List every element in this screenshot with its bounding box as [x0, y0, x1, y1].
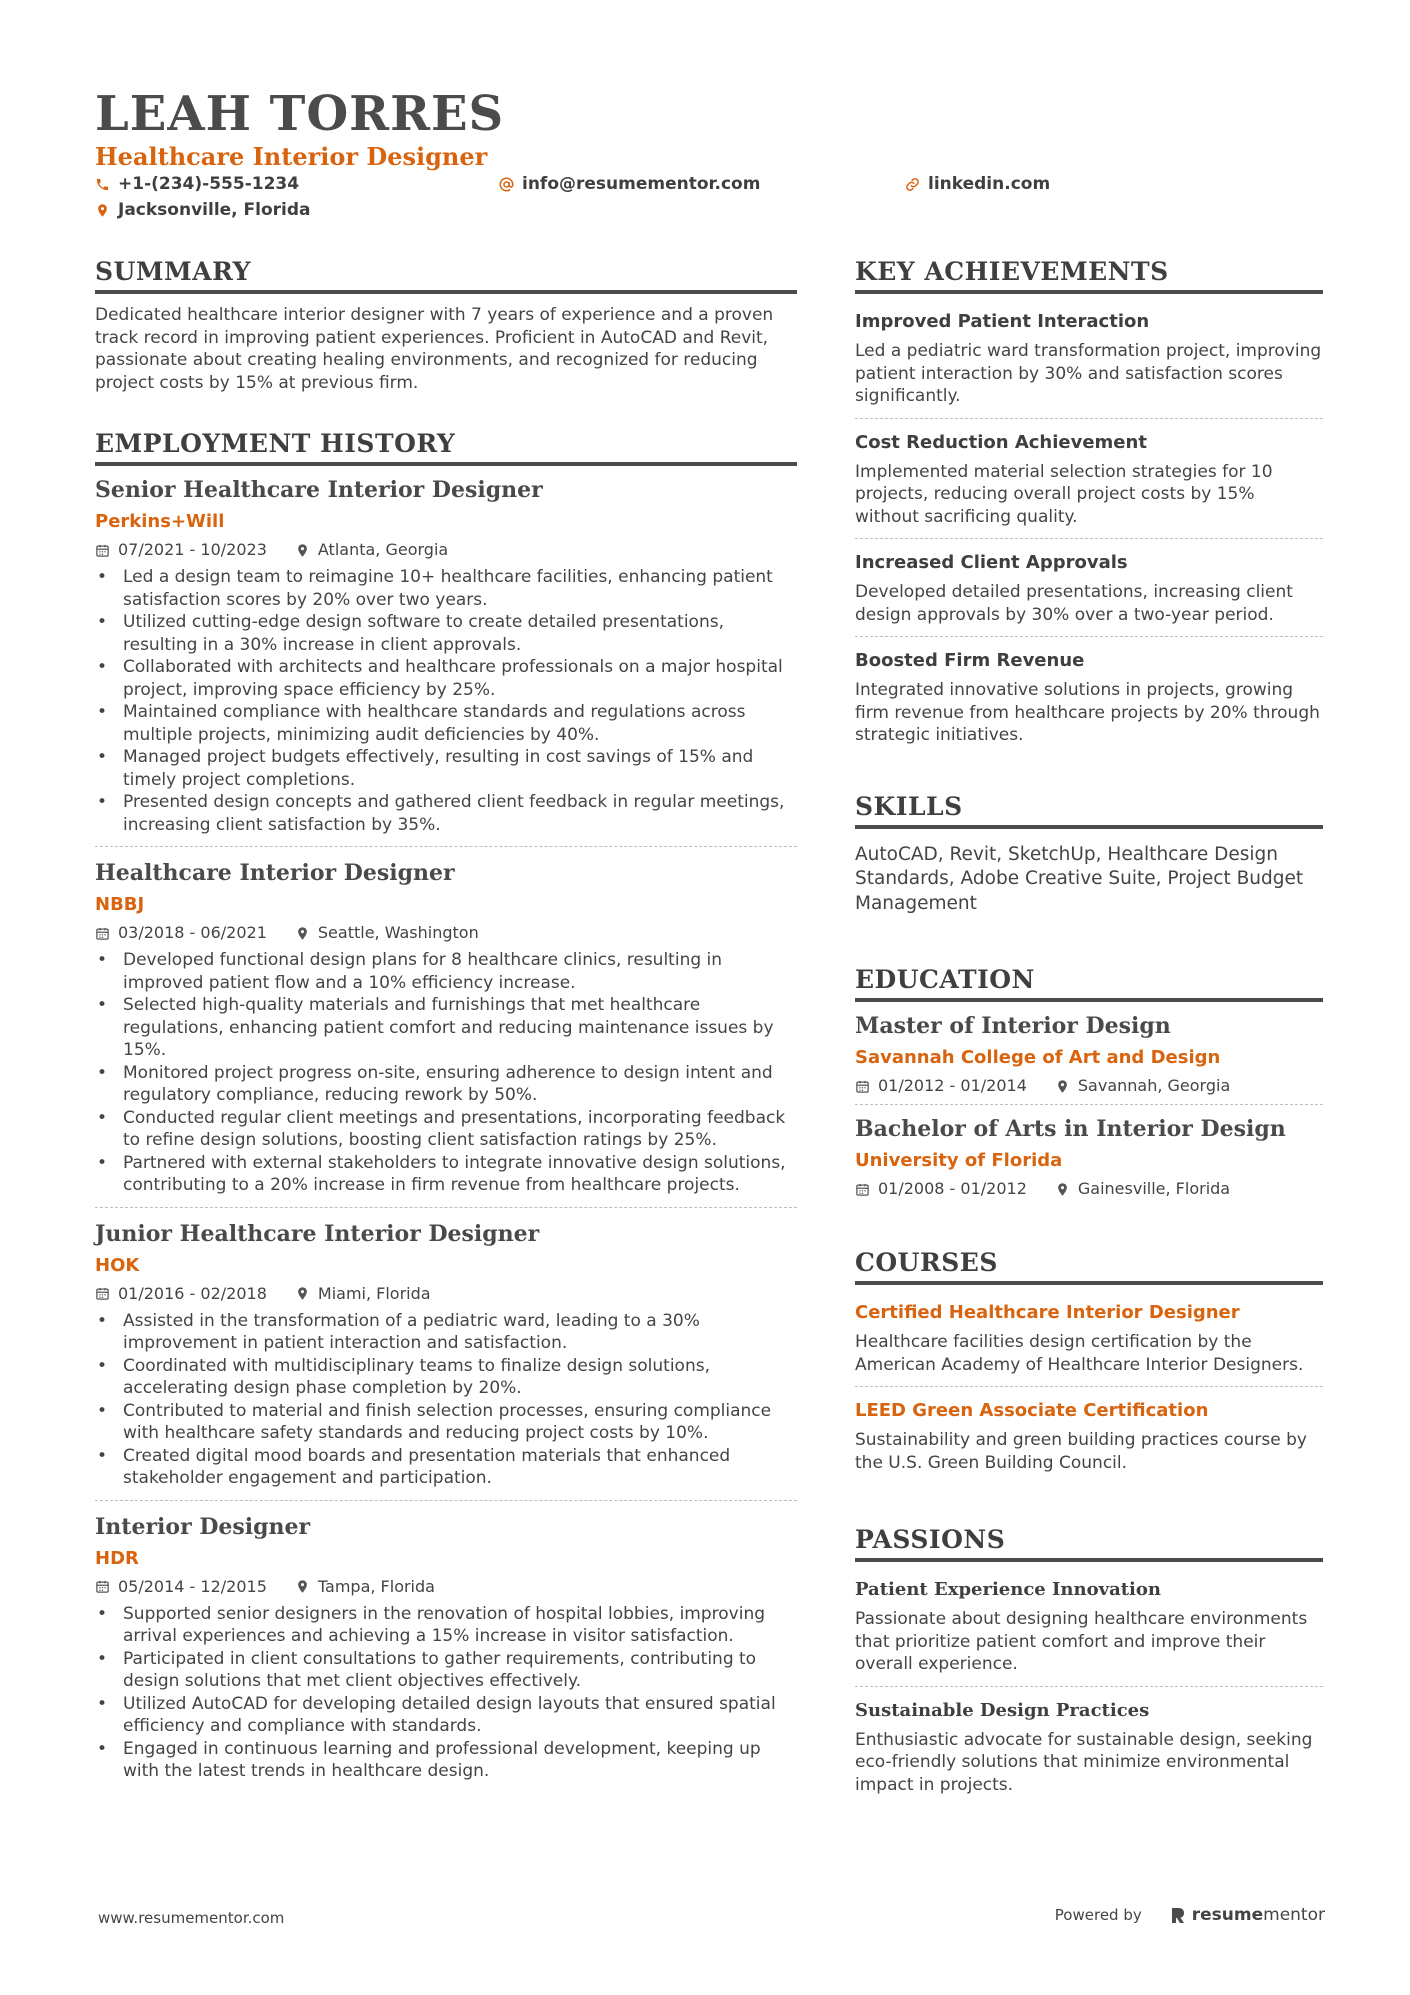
- job-bullet: • Partnered with external stakeholders to integrate innovative design solutions, contributing to a 20% increase in firm revenue from healthcare projects.: [95, 1152, 797, 1197]
- passion-text: Passionate about designing healthcare environments that prioritize patient comfort and improve their overall experience.: [855, 1609, 1308, 1674]
- passion-item: [855, 1572, 1323, 1686]
- job-bullets: [95, 566, 797, 836]
- location: [295, 1284, 431, 1304]
- passions-section: [855, 1524, 1323, 1806]
- location-text: Tampa, Florida: [317, 1576, 435, 1596]
- date-text: 05/2014 - 12/2015: [118, 1576, 267, 1596]
- achievements-section: [855, 256, 1323, 757]
- email-text: info@resumementor.com: [522, 174, 761, 194]
- job-bullet: • Conducted regular client meetings and presentations, incorporating feedback to refine design solutions, boosting client satisfaction ratings by 25%.: [95, 1107, 797, 1152]
- location-text: Jacksonville, Florida: [118, 200, 311, 220]
- achievement-title: Improved Patient Interaction: [855, 311, 1150, 332]
- job-entry: [95, 1207, 797, 1500]
- job-bullet: • Engaged in continuous learning and professional development, keeping up with the latest trends in healthcare design.: [95, 1738, 797, 1783]
- job-bullets: [95, 1310, 797, 1490]
- candidate-role: Healthcare Interior Designer: [95, 142, 488, 171]
- at-icon: [499, 177, 514, 192]
- location-text: Gainesville, Florida: [1077, 1179, 1231, 1198]
- skills-section: [855, 791, 1323, 917]
- location: [295, 1577, 435, 1597]
- passions-heading: PASSIONS: [855, 1524, 1323, 1562]
- job-bullet: • Participated in client consultations to gather requirements, contributing to design solutions that met client objectives effectively.: [95, 1648, 797, 1693]
- achievement-title: Boosted Firm Revenue: [855, 650, 1085, 671]
- date-text: 01/2016 - 02/2018: [118, 1283, 267, 1303]
- course-text: Healthcare facilities design certification by the American Academy of Healthcare Interior Designers.: [855, 1332, 1304, 1375]
- skills-heading: SKILLS: [855, 791, 1323, 829]
- courses-section: [855, 1247, 1323, 1484]
- right-column: [855, 256, 1323, 1842]
- passion-title: Sustainable Design Practices: [855, 1699, 1150, 1721]
- job-entry: [95, 476, 797, 846]
- location-pin-icon: [295, 1579, 310, 1594]
- date-range: [855, 1076, 1027, 1096]
- school-name: University of Florida: [855, 1150, 1063, 1171]
- job-bullet: • Contributed to material and finish selection processes, ensuring compliance with healthcare safety standards and reducing project costs by 10%.: [95, 1400, 797, 1445]
- job-bullet: • Utilized AutoCAD for developing detailed design layouts that ensured spatial efficiency and compliance with standards.: [95, 1693, 797, 1738]
- date-text: 01/2008 - 01/2012: [878, 1179, 1027, 1198]
- passion-list: [855, 1572, 1323, 1806]
- location: [295, 540, 448, 560]
- course-item: [855, 1386, 1323, 1484]
- footer-powered: [1055, 1905, 1325, 1925]
- footer-website[interactable]: www.resumementor.com: [98, 1909, 285, 1927]
- achievement-list: [855, 304, 1323, 757]
- contact-email[interactable]: [499, 174, 760, 194]
- date-range: [95, 540, 267, 560]
- meta-row: [95, 1577, 797, 1597]
- job-bullet: • Selected high-quality materials and furnishings that met healthcare regulations, enhancing patient comfort and reducing maintenance issues by 15%.: [95, 994, 797, 1062]
- job-bullet: • Presented design concepts and gathered client feedback in regular meetings, increasing client satisfaction by 35%.: [95, 791, 797, 836]
- contact-linkedin[interactable]: [905, 174, 1050, 194]
- job-bullet: • Coordinated with multidisciplinary teams to finalize design solutions, accelerating design phase completion by 20%.: [95, 1355, 797, 1400]
- phone-icon: [95, 177, 110, 192]
- job-title: Senior Healthcare Interior Designer: [95, 477, 543, 503]
- achievement-title: Increased Client Approvals: [855, 552, 1128, 573]
- job-title: Healthcare Interior Designer: [95, 860, 455, 886]
- location-pin-icon: [295, 926, 310, 941]
- calendar-icon: [95, 926, 110, 941]
- job-bullets: [95, 949, 797, 1197]
- company-name: NBBJ: [95, 894, 145, 915]
- passion-item: [855, 1686, 1323, 1807]
- meta-row: [95, 540, 797, 560]
- education-entry: [855, 1012, 1323, 1104]
- date-text: 07/2021 - 10/2023: [118, 540, 267, 559]
- location-pin-icon: [95, 203, 110, 218]
- passion-text: Enthusiastic advocate for sustainable design, seeking eco-friendly solutions that minimize environmental impact in projects.: [855, 1729, 1313, 1795]
- candidate-name: LEAH TORRES: [95, 86, 505, 142]
- job-entry: [95, 1500, 797, 1793]
- date-range: [95, 1284, 267, 1304]
- course-title: LEED Green Associate Certification: [855, 1400, 1209, 1421]
- location-pin-icon: [295, 1286, 310, 1301]
- achievement-text: Implemented material selection strategies for 10 projects, reducing overall project costs by 15% without sacrificing quality.: [855, 461, 1273, 527]
- brand-light: mentor: [1263, 1905, 1325, 1925]
- brand-bold: resume: [1191, 1905, 1264, 1925]
- achievement-text: Led a pediatric ward transformation project, improving patient interaction by 30% and satisfaction scores significantly.: [855, 341, 1322, 406]
- resume-header: [95, 86, 1325, 226]
- job-bullet: • Managed project budgets effectively, resulting in cost savings of 15% and timely project completions.: [95, 746, 797, 791]
- date-text: 01/2012 - 01/2014: [878, 1076, 1027, 1095]
- summary-heading: SUMMARY: [95, 256, 797, 294]
- location: [1055, 1076, 1230, 1096]
- education-entry: [855, 1104, 1323, 1207]
- job-bullet: • Collaborated with architects and healthcare professionals on a major hospital project, improving space efficiency by 25%.: [95, 656, 797, 701]
- location-text: Savannah, Georgia: [1077, 1076, 1231, 1095]
- achievement-item: [855, 636, 1323, 757]
- job-bullet: • Maintained compliance with healthcare standards and regulations across multiple projects, minimizing audit deficiencies by 40%.: [95, 701, 797, 746]
- education-section: [855, 964, 1323, 1207]
- company-name: Perkins+Will: [95, 511, 225, 532]
- calendar-icon: [95, 1286, 110, 1301]
- job-bullet: • Led a design team to reimagine 10+ healthcare facilities, enhancing patient satisfaction scores by 20% over two years.: [95, 566, 797, 611]
- meta-row: [855, 1179, 1323, 1199]
- summary-section: [95, 256, 797, 394]
- date-text: 03/2018 - 06/2021: [118, 923, 267, 942]
- calendar-icon: [95, 543, 110, 558]
- job-entry: [95, 846, 797, 1207]
- job-title: Interior Designer: [95, 1513, 311, 1540]
- degree-title: Master of Interior Design: [855, 1013, 1171, 1039]
- job-title: Junior Healthcare Interior Designer: [95, 1220, 540, 1247]
- school-name: Savannah College of Art and Design: [855, 1047, 1221, 1068]
- linkedin-text: linkedin.com: [928, 174, 1051, 194]
- location-pin-icon: [1055, 1182, 1070, 1197]
- calendar-icon: [95, 1579, 110, 1594]
- job-bullets: [95, 1603, 797, 1783]
- brand-logo[interactable]: [1170, 1905, 1325, 1925]
- meta-row: [95, 923, 797, 943]
- company-name: HOK: [95, 1254, 140, 1276]
- company-name: HDR: [95, 1547, 139, 1569]
- achievement-title: Cost Reduction Achievement: [855, 431, 1147, 453]
- calendar-icon: [855, 1079, 870, 1094]
- course-list: [855, 1295, 1323, 1484]
- achievement-item: [855, 538, 1323, 636]
- employment-heading: EMPLOYMENT HISTORY: [95, 428, 797, 466]
- date-range: [95, 1577, 267, 1597]
- left-column: [95, 256, 797, 1829]
- course-item: [855, 1295, 1323, 1386]
- location-pin-icon: [1055, 1079, 1070, 1094]
- date-range: [95, 923, 267, 943]
- powered-by-text: Powered by: [1054, 1906, 1142, 1924]
- job-bullet: • Developed functional design plans for 8 healthcare clinics, resulting in improved patient flow and a 10% efficiency increase.: [95, 949, 797, 994]
- meta-row: [95, 1284, 797, 1304]
- calendar-icon: [855, 1182, 870, 1197]
- course-title: Certified Healthcare Interior Designer: [855, 1302, 1240, 1323]
- course-text: Sustainability and green building practices course by the U.S. Green Building Council.: [855, 1430, 1307, 1473]
- achievement-item: [855, 304, 1323, 418]
- phone-text: +1-(234)-555-1234: [118, 174, 300, 194]
- courses-heading: COURSES: [855, 1247, 1323, 1285]
- job-bullet: • Utilized cutting-edge design software to create detailed presentations, resulting in a 30% increase in client approvals.: [95, 611, 797, 656]
- passion-title: Patient Experience Innovation: [855, 1579, 1161, 1600]
- job-bullet: • Supported senior designers in the renovation of hospital lobbies, improving arrival experiences and achieving a 15% increase in visitor satisfaction.: [95, 1603, 797, 1648]
- location: [1055, 1179, 1230, 1199]
- job-list: [95, 476, 797, 1793]
- resumementor-logo-icon: [1170, 1906, 1186, 1924]
- location: [295, 923, 479, 943]
- job-bullet: • Assisted in the transformation of a pediatric ward, leading to a 30% improvement in patient interaction and satisfaction.: [95, 1310, 797, 1355]
- education-heading: EDUCATION: [855, 964, 1323, 1002]
- contact-block: [95, 174, 1325, 226]
- employment-section: [95, 428, 797, 1793]
- degree-title: Bachelor of Arts in Interior Design: [855, 1116, 1286, 1142]
- skills-text: AutoCAD, Revit, SketchUp, Healthcare Design Standards, Adobe Creative Suite, Project Budget Management: [855, 843, 1304, 914]
- location-text: Atlanta, Georgia: [317, 540, 449, 559]
- link-icon: [905, 177, 920, 192]
- achievements-heading: KEY ACHIEVEMENTS: [855, 256, 1323, 294]
- meta-row: [855, 1076, 1323, 1096]
- achievement-text: Integrated innovative solutions in projects, growing firm revenue from healthcare projects by 20% through strategic initiatives.: [855, 680, 1320, 745]
- location-text: Seattle, Washington: [317, 923, 479, 942]
- contact-phone: [95, 174, 299, 194]
- location-pin-icon: [295, 543, 310, 558]
- job-bullet: • Created digital mood boards and presentation materials that enhanced stakeholder engagement and participation.: [95, 1445, 797, 1490]
- achievement-item: [855, 418, 1323, 539]
- location-text: Miami, Florida: [317, 1283, 431, 1303]
- contact-location: [95, 200, 311, 220]
- job-bullet: • Monitored project progress on-site, ensuring adherence to design intent and regulatory compliance, reducing rework by 50%.: [95, 1062, 797, 1107]
- achievement-text: Developed detailed presentations, increasing client design approvals by 30% over a two-year period.: [855, 582, 1293, 625]
- date-range: [855, 1179, 1027, 1199]
- summary-text: Dedicated healthcare interior designer with 7 years of experience and a proven track record in improving patient experiences. Proficient in AutoCAD and Revit, passionate about creating healing environments, and recognized for reducing project costs by 15% at previous firm.: [95, 305, 774, 393]
- education-list: [855, 1012, 1323, 1207]
